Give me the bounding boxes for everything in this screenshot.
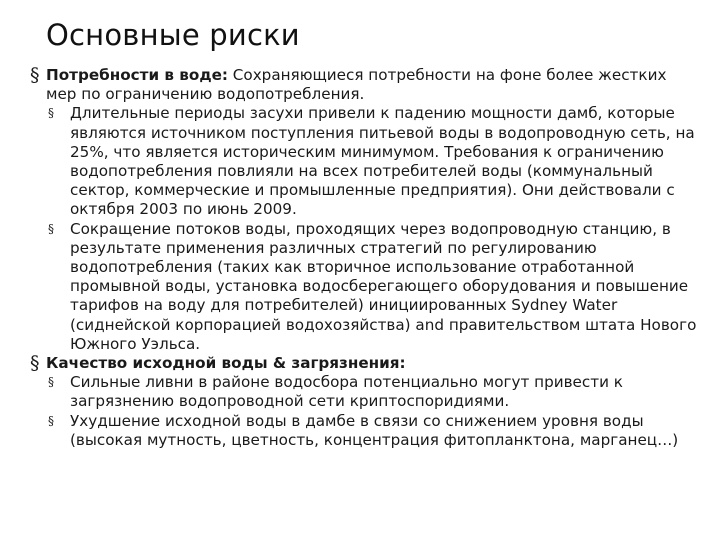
item-bullet-icon: §	[48, 106, 54, 121]
section-label: Потребности в воде:	[46, 66, 228, 84]
section-label: Качество исходной воды & загрязнения:	[46, 354, 406, 373]
list-item	[30, 220, 700, 354]
list-item-text: Ухудшение исходной воды в дамбе в связи со снижением уровня воды (высокая мутность, цветность, концентрация фитопланктона, марганец…)	[70, 411, 679, 449]
section-bullet-icon: §	[30, 352, 40, 375]
slide-title: Основные риски	[46, 18, 300, 52]
list-item	[30, 373, 700, 411]
section-bullet-icon: §	[30, 64, 40, 86]
item-bullet-icon: §	[48, 375, 54, 390]
item-bullet-icon: §	[48, 221, 54, 236]
item-bullet-icon: §	[48, 413, 54, 428]
section-text: Сохраняющиеся потребности на фоне более жестких мер по ограничению водопотребления.	[46, 66, 667, 104]
list-item-text: Сильные ливни в районе водосбора потенциально могут привести к загрязнению водопроводной сети криптоспоридиями.	[70, 373, 623, 411]
list-item	[30, 104, 700, 219]
section-water-demand	[30, 66, 700, 104]
slide-content	[30, 66, 700, 450]
list-item-text: Сокращение потоков воды, проходящих через водопроводную станцию, в результате применения различных стратегий по регулированию водопотребления (таких как вторичное использование отработанной промывной воды, установка водосберегающего оборудования и повышение тарифов на воду для потребителей) инициированных Sydney Water (сиднейской корпорацией водохозяйства) and правительством штата Нового Южного Уэльса.	[70, 219, 697, 353]
section-source-water-quality	[30, 354, 700, 373]
list-item-text: Длительные периоды засухи привели к падению мощности дамб, которые являются источником поступления питьевой воды в водопроводную сеть, на 25%, что является историческим минимумом. Требования к ограничению водопотребления повлияли на всех потребителей воды (коммунальный сектор, коммерческие и промышленные предприятия). Они действовали с октября 2003 по июнь 2009.	[70, 104, 695, 219]
list-item	[30, 412, 700, 450]
